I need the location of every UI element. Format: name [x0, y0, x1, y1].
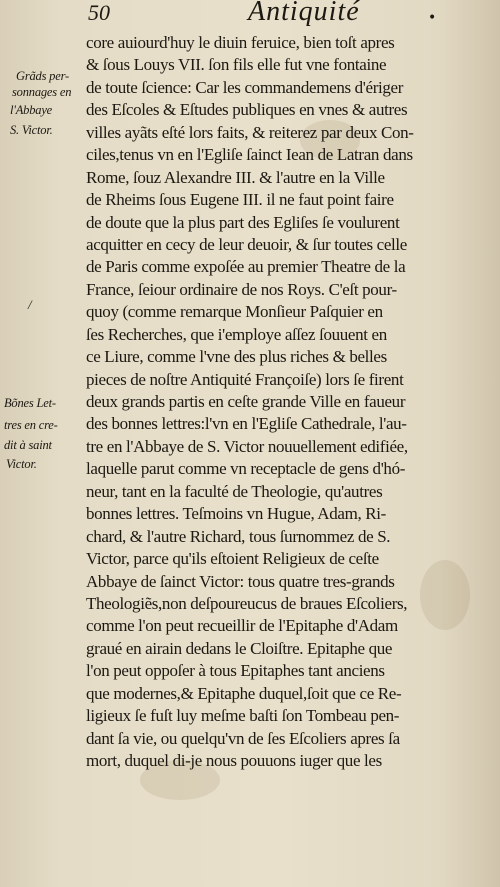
text-line: villes ayãts eſté lors faits, & reiterez par deux Con- [86, 122, 414, 142]
text-line: Rome, ſouz Alexandre III. & l'autre en la Ville [86, 167, 385, 187]
text-line: des bonnes lettres:l'vn en l'Egliſe Cathedrale, l'au- [86, 414, 407, 434]
text-line: mort, duquel di-je nous pouuons iuger que les [86, 751, 382, 770]
text-line: laquelle parut comme vn receptacle de gens d'hó- [86, 459, 406, 479]
text-line: quoy (comme remarque Monſieur Paſquier en [86, 302, 383, 322]
text-line: comme l'on peut recueillir de l'Epitaphe d'Adam [86, 616, 398, 636]
text-line: core auiourd'huy le diuin feruice, bien toſt apres [86, 33, 395, 52]
margin-note: tres en cre- [4, 418, 58, 432]
text-line: ce Liure, comme l'vne des plus riches & belles [86, 347, 387, 367]
header-ornament: • [428, 10, 437, 26]
text-line: ſes Recherches, que i'employe aſſez ſouuent en [86, 324, 387, 344]
running-head: Antiquité [248, 0, 360, 27]
text-line: Victor, parce qu'ils eſtoient Religieux de ceſte [86, 549, 379, 569]
text-line: de Paris comme expoſée au premier Theatre de la [86, 257, 406, 277]
text-line: des Eſcoles & Eſtudes publiques en vnes & autres [86, 100, 408, 120]
margin-note: Grãds per- [16, 69, 69, 83]
text-line: France, ſeiour ordinaire de nos Roys. C'eſt pour- [86, 279, 397, 299]
text-line: chard, & l'autre Richard, tous ſurnommez de S. [86, 526, 391, 546]
text-line: de toute ſcience: Car les commandemens d'ériger [86, 77, 404, 97]
text-line: deux grands partis en ceſte grande Ville en faueur [86, 392, 406, 411]
text-line: pieces de noſtre Antiquité Françoiſe) lors ſe firent [86, 369, 404, 389]
text-line: l'on peut oppoſer à tous Epitaphes tant anciens [86, 661, 385, 681]
text-line: ciles,tenus vn en l'Egliſe ſainct Iean de Latran dans [86, 145, 413, 165]
stray-mark: / [28, 297, 32, 312]
text-line: neur, tant en la faculté de Theologie, qu'autres [86, 481, 383, 501]
text-line: graué en airain dedans le Cloiſtre. Epitaphe que [86, 638, 393, 658]
text-line: acquitter en cecy de leur deuoir, & ſur toutes celle [86, 234, 407, 254]
margin-note: Victor. [6, 457, 37, 471]
margin-note: l'Abbaye [10, 103, 53, 117]
text-line: Theologiẽs,non deſpoureucus de braues Eſcoliers, [86, 593, 408, 613]
text-line: & ſous Louys VII. ſon fils elle fut vne fontaine [86, 55, 387, 75]
body-text [86, 32, 490, 772]
margin-note: S. Victor. [10, 123, 53, 137]
text-line: dant ſa vie, ou quelqu'vn de ſes Eſcoliers apres ſa [86, 728, 400, 748]
text-line: bonnes lettres. Teſmoins vn Hugue, Adam, Ri- [86, 504, 386, 524]
text-line: de Rheims ſous Eugene III. il ne faut point faire [86, 190, 394, 210]
page-header [0, 0, 500, 30]
page-number: 50 [88, 0, 110, 25]
text-line: que modernes,& Epitaphe duquel,ſoit que ce Re- [86, 683, 402, 703]
text-line: de doute que la plus part des Egliſes ſe voulurent [86, 212, 400, 232]
text-line: ligieux ſe fuſt luy meſme baſti ſon Tombeau pen- [86, 706, 400, 726]
text-line: tre en l'Abbaye de S. Victor nouuellement edifiée, [86, 436, 408, 456]
text-line: Abbaye de ſainct Victor: tous quatre tres-grands [86, 571, 395, 591]
margin-note: dit à saint [4, 438, 52, 452]
margin-note: Bõnes Let- [4, 396, 56, 410]
margin-note: sonnages en [12, 85, 72, 99]
